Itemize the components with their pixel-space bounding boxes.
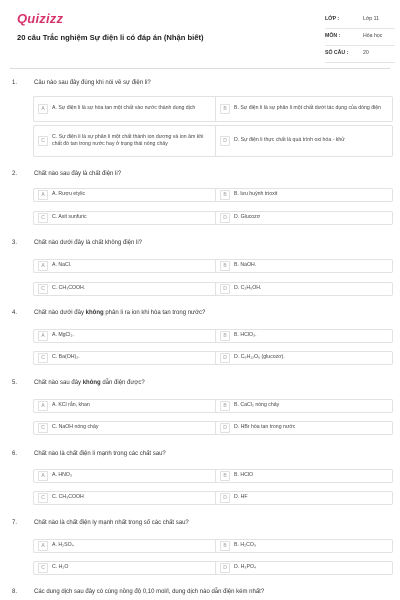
option-letter: A bbox=[38, 261, 48, 271]
option-letter: B bbox=[220, 471, 230, 481]
option-a[interactable] bbox=[33, 399, 219, 413]
option-b[interactable] bbox=[215, 259, 393, 273]
question-text-part: dẫn điện được? bbox=[100, 380, 145, 386]
option-text: D. Sự điện li thực chất là quá trình oxi hóa - khử bbox=[234, 137, 345, 144]
question-text-part: Chất nào dưới đây bbox=[34, 310, 86, 316]
question-number: 8. bbox=[12, 589, 18, 595]
option-text: C. CH₃COOH. bbox=[52, 285, 86, 292]
option-text: B. H₂CO₃ bbox=[234, 542, 256, 549]
option-c[interactable] bbox=[33, 211, 219, 225]
option-b[interactable] bbox=[215, 188, 393, 202]
option-a[interactable] bbox=[33, 259, 219, 273]
option-text: A. NaCl. bbox=[52, 262, 72, 269]
question-text: Chất nào sau đây là chất điện li? bbox=[34, 171, 122, 177]
option-b[interactable] bbox=[215, 96, 393, 122]
option-letter: B bbox=[220, 261, 230, 271]
question-number: 6. bbox=[12, 451, 18, 457]
option-b[interactable] bbox=[215, 329, 393, 343]
option-c[interactable] bbox=[33, 351, 219, 365]
option-text: D. Glucozơ bbox=[234, 214, 261, 221]
option-a[interactable] bbox=[33, 469, 219, 483]
header-divider bbox=[10, 68, 390, 69]
option-c[interactable] bbox=[33, 282, 219, 296]
option-d[interactable] bbox=[215, 421, 393, 435]
page-title: 20 câu Trắc nghiệm Sự điện li có đáp án (Nhận biết) bbox=[17, 33, 204, 42]
question-number: 4. bbox=[12, 310, 18, 316]
question-text: Chất nào dưới đây là chất không điện li? bbox=[34, 240, 143, 246]
question-text: Chất nào là chất điện li mạnh trong các chất sau? bbox=[34, 451, 166, 457]
option-text: C. H₂O bbox=[52, 564, 69, 571]
option-text: C. Sự điện li là sự phân li một chất thành ion dương và ion âm khi chất đó tan trong nước hay ở trạng thái nóng chảy bbox=[52, 133, 204, 147]
question-text bbox=[34, 310, 205, 316]
question-text: Các dung dịch sau đây có cùng nồng độ 0,10 mol/l, dung dịch nào dẫn điện kém nhất? bbox=[34, 589, 265, 595]
option-text: D. HBr hòa tan trong nước bbox=[234, 424, 296, 431]
option-c[interactable] bbox=[33, 421, 219, 435]
option-letter: C bbox=[38, 136, 48, 146]
option-d[interactable] bbox=[215, 561, 393, 575]
question-text-emphasis: không bbox=[82, 380, 101, 386]
meta-row-grade bbox=[325, 14, 395, 29]
option-c[interactable] bbox=[33, 491, 219, 505]
option-letter: D bbox=[220, 284, 230, 294]
question-number: 3. bbox=[12, 240, 18, 246]
option-letter: D bbox=[220, 136, 230, 146]
option-letter: D bbox=[220, 353, 230, 363]
option-letter: D bbox=[220, 563, 230, 573]
option-a[interactable] bbox=[33, 329, 219, 343]
option-text: B. Sự điện li là sự phân li một chất dưới tác dụng của dòng điện bbox=[234, 105, 382, 112]
question-number: 2. bbox=[12, 171, 18, 177]
option-d[interactable] bbox=[215, 491, 393, 505]
question-text: Câu nào sau đây đúng khi nói về sự điện li? bbox=[34, 80, 151, 86]
option-text: B. CaCl₂ nóng chảy bbox=[234, 402, 280, 409]
option-letter: A bbox=[38, 401, 48, 411]
meta-label: LỚP : bbox=[325, 16, 340, 22]
option-a[interactable] bbox=[33, 96, 219, 122]
option-text: D. HF bbox=[234, 494, 248, 501]
option-c[interactable] bbox=[33, 125, 219, 157]
option-letter: A bbox=[38, 541, 48, 551]
option-text: A. Sự điện li là sự hòa tan một chất vào nước thành dung dịch bbox=[52, 105, 196, 112]
option-letter: A bbox=[38, 104, 48, 114]
option-text: B. HClO₃. bbox=[234, 332, 257, 339]
option-letter: C bbox=[38, 563, 48, 573]
meta-value: 20 bbox=[363, 50, 369, 56]
option-letter: B bbox=[220, 104, 230, 114]
meta-value: Lớp 11 bbox=[363, 16, 379, 22]
question-text-part: phân li ra ion khi hòa tan trong nước? bbox=[103, 310, 206, 316]
option-b[interactable] bbox=[215, 539, 393, 553]
option-letter: A bbox=[38, 331, 48, 341]
question-number: 1. bbox=[12, 80, 18, 86]
option-text: C. Axit sunfuric bbox=[52, 214, 87, 221]
option-letter: D bbox=[220, 493, 230, 503]
meta-panel bbox=[325, 14, 395, 65]
option-text: A. HNO₃ bbox=[52, 472, 72, 479]
option-letter: C bbox=[38, 353, 48, 363]
option-text: B. lưu huỳnh trioxit bbox=[234, 191, 278, 198]
option-letter: B bbox=[220, 331, 230, 341]
option-d[interactable] bbox=[215, 125, 393, 157]
question-text-emphasis: không bbox=[85, 310, 104, 316]
question-number: 7. bbox=[12, 520, 18, 526]
option-d[interactable] bbox=[215, 351, 393, 365]
question-text bbox=[34, 380, 145, 386]
option-d[interactable] bbox=[215, 211, 393, 225]
option-text: D. H₃PO₄ bbox=[234, 564, 257, 571]
option-text: C. CH₃COOH bbox=[52, 494, 84, 501]
meta-row-subject bbox=[325, 31, 395, 46]
quizizz-logo[interactable]: Quizizz bbox=[17, 11, 64, 26]
option-text: B. HClO bbox=[234, 472, 254, 479]
option-a[interactable] bbox=[33, 188, 219, 202]
option-text: C. NaOH nóng chảy bbox=[52, 424, 99, 431]
option-text: D. C₆H₁₂O₆ (glucozơ). bbox=[234, 354, 285, 361]
option-letter: A bbox=[38, 471, 48, 481]
option-letter: C bbox=[38, 493, 48, 503]
option-letter: A bbox=[38, 190, 48, 200]
meta-row-count bbox=[325, 48, 395, 63]
option-d[interactable] bbox=[215, 282, 393, 296]
option-letter: B bbox=[220, 541, 230, 551]
option-text: A. Rượu etylic bbox=[52, 191, 86, 198]
question-text-part: Chất nào sau đây bbox=[34, 380, 83, 386]
option-letter: C bbox=[38, 213, 48, 223]
option-text: A. MgCl₂. bbox=[52, 332, 74, 339]
option-a[interactable] bbox=[33, 539, 219, 553]
option-text: A. KCl rắn, khan bbox=[52, 402, 90, 409]
option-c[interactable] bbox=[33, 561, 219, 575]
option-letter: C bbox=[38, 423, 48, 433]
option-letter: C bbox=[38, 284, 48, 294]
meta-label: SỐ CÂU : bbox=[325, 50, 349, 56]
question-text: Chất nào là chất điện ly mạnh nhất trong số các chất sau? bbox=[34, 520, 189, 526]
question-number: 5. bbox=[12, 380, 18, 386]
option-letter: D bbox=[220, 213, 230, 223]
option-b[interactable] bbox=[215, 399, 393, 413]
option-letter: B bbox=[220, 401, 230, 411]
meta-value: Hóa học bbox=[363, 33, 383, 39]
option-letter: B bbox=[220, 190, 230, 200]
option-text: C. Ba(OH)₂. bbox=[52, 354, 80, 361]
option-letter: D bbox=[220, 423, 230, 433]
option-b[interactable] bbox=[215, 469, 393, 483]
meta-label: MÔN : bbox=[325, 33, 341, 39]
document-header bbox=[0, 0, 400, 64]
option-text: B. NaOH. bbox=[234, 262, 257, 269]
option-text: A. H₂SO₄ bbox=[52, 542, 74, 549]
option-text: D. C₂H₅OH. bbox=[234, 285, 262, 292]
